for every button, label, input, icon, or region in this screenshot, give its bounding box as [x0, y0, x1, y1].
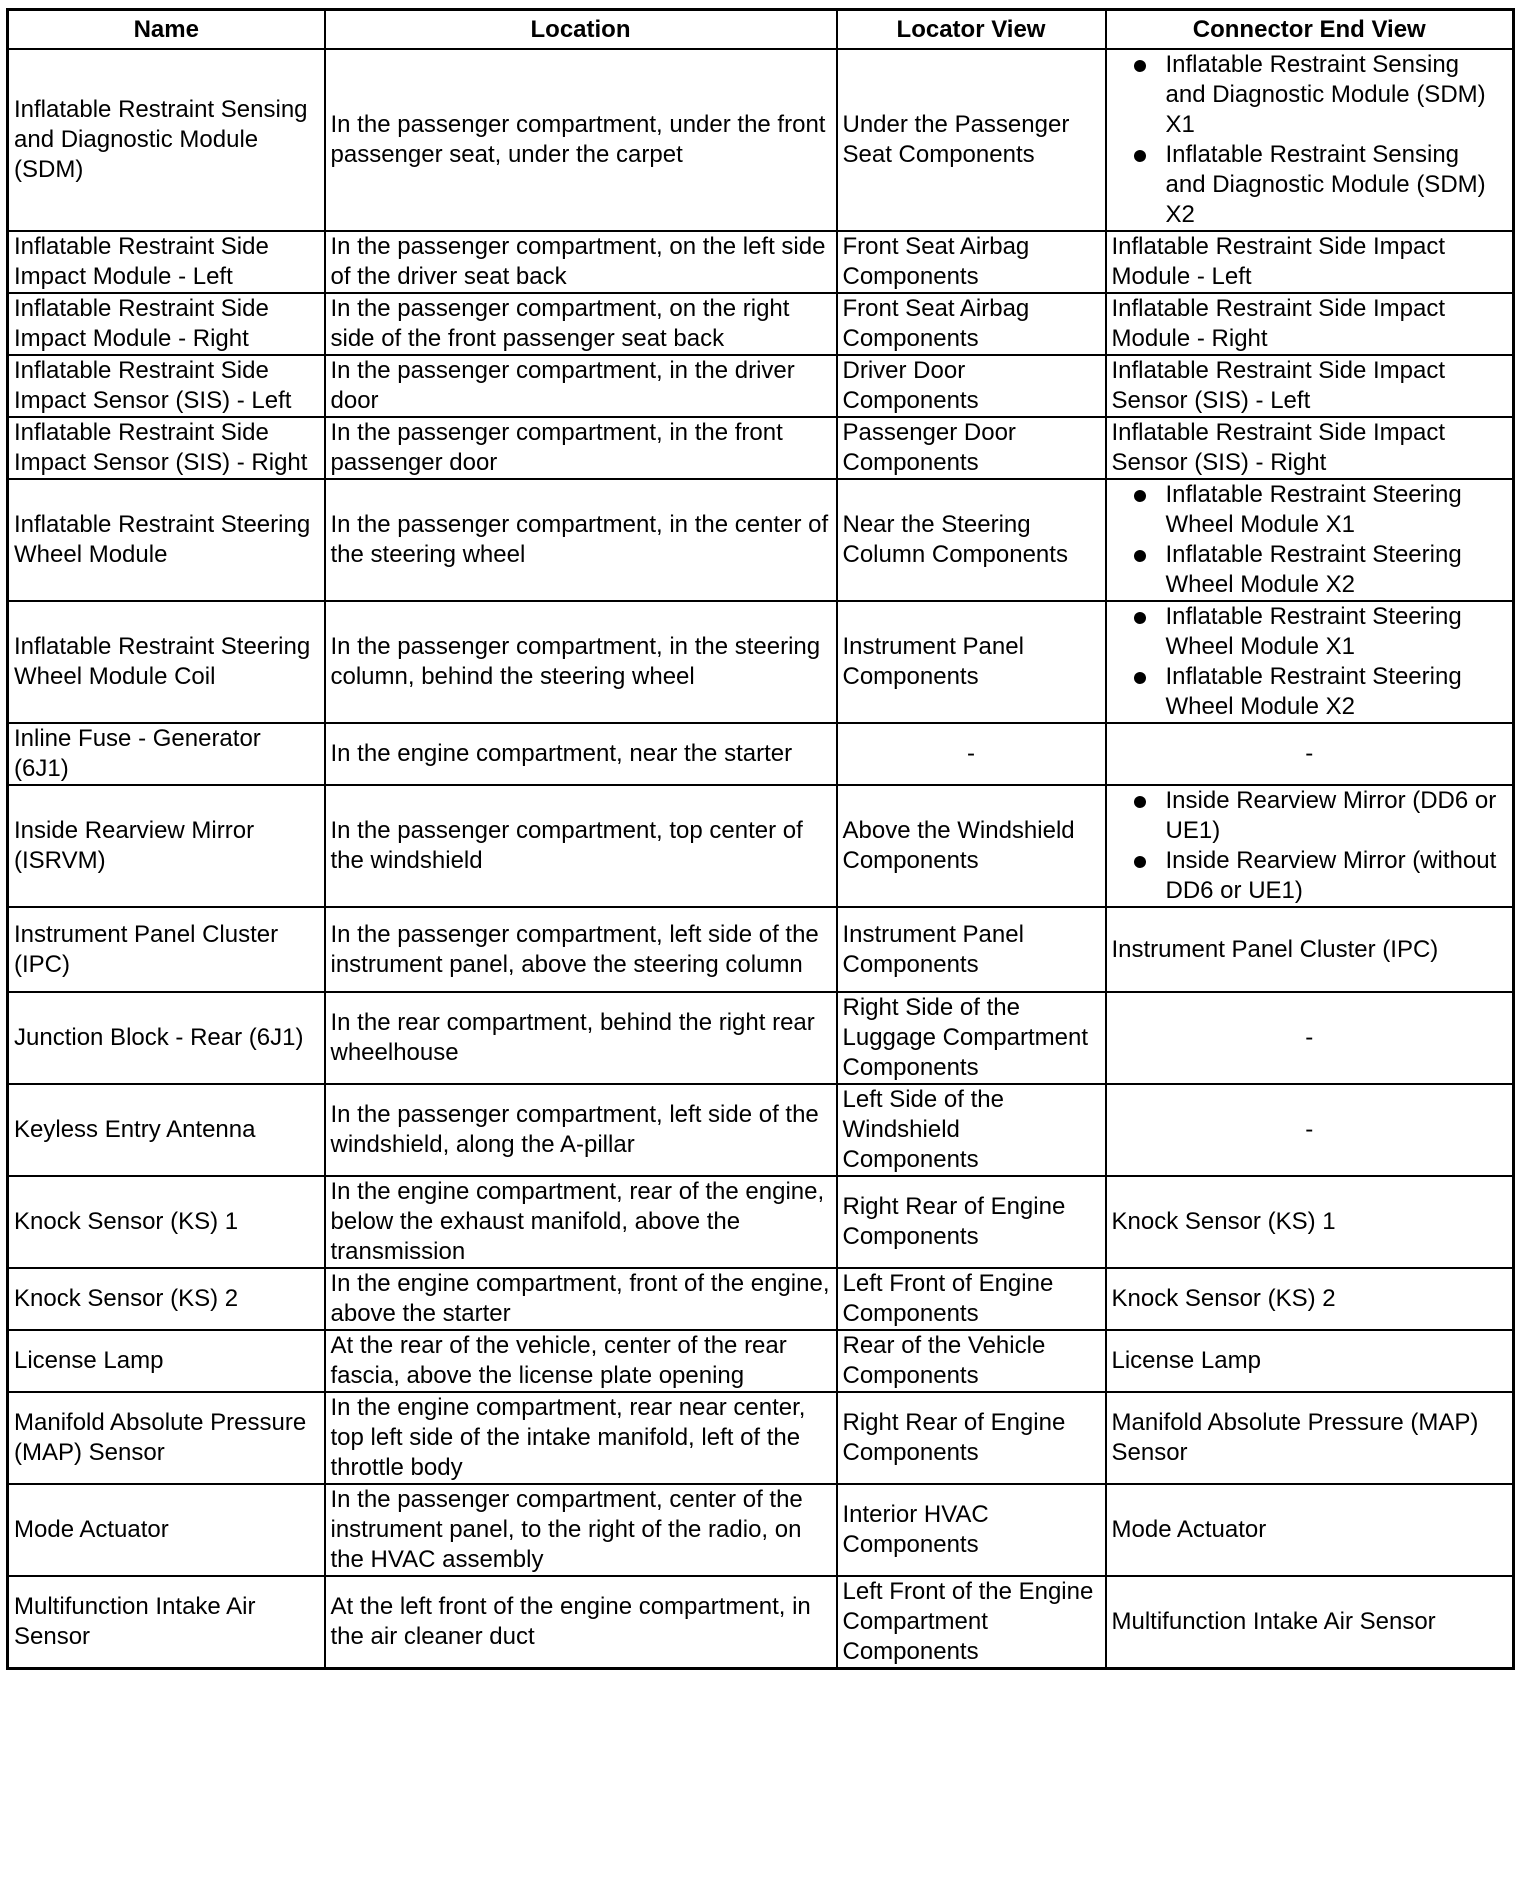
- name-cell: Multifunction Intake Air Sensor: [8, 1576, 325, 1669]
- name-cell: Inflatable Restraint Side Impact Module - Right: [8, 293, 325, 355]
- location-cell: In the passenger compartment, left side of the instrument panel, above the steering column: [325, 907, 837, 992]
- table-row: [8, 601, 1514, 723]
- locator-view-cell: Left Front of Engine Components: [837, 1268, 1106, 1330]
- name-cell: Inflatable Restraint Steering Wheel Module Coil: [8, 601, 325, 723]
- locator-view-cell: Front Seat Airbag Components: [837, 293, 1106, 355]
- header-name: Name: [8, 10, 325, 50]
- table-row: [8, 1330, 1514, 1392]
- locator-view-cell: Above the Windshield Components: [837, 785, 1106, 907]
- name-cell: Inside Rearview Mirror (ISRVM): [8, 785, 325, 907]
- connector-bullet-item: Inside Rearview Mirror (DD6 or UE1): [1112, 786, 1508, 846]
- table-row: [8, 417, 1514, 479]
- location-cell: In the passenger compartment, center of the instrument panel, to the right of the radio, on the HVAC assembly: [325, 1484, 837, 1576]
- locator-view-cell: Passenger Door Components: [837, 417, 1106, 479]
- location-cell: At the left front of the engine compartment, in the air cleaner duct: [325, 1576, 837, 1669]
- location-cell: In the passenger compartment, left side of the windshield, along the A-pillar: [325, 1084, 837, 1176]
- connector-end-view-cell: -: [1106, 992, 1514, 1084]
- table-row: [8, 355, 1514, 417]
- name-cell: Inline Fuse - Generator (6J1): [8, 723, 325, 785]
- connector-end-view-cell: Inflatable Restraint Side Impact Module - Right: [1106, 293, 1514, 355]
- locator-view-cell: Driver Door Components: [837, 355, 1106, 417]
- table-row: [8, 231, 1514, 293]
- locator-view-cell: Near the Steering Column Components: [837, 479, 1106, 601]
- locator-view-cell: Front Seat Airbag Components: [837, 231, 1106, 293]
- connector-end-view-cell: [1106, 785, 1514, 907]
- header-row: [8, 10, 1514, 50]
- name-cell: Inflatable Restraint Steering Wheel Module: [8, 479, 325, 601]
- locator-view-cell: Instrument Panel Components: [837, 907, 1106, 992]
- name-cell: Knock Sensor (KS) 2: [8, 1268, 325, 1330]
- location-cell: In the engine compartment, rear near center, top left side of the intake manifold, left of the throttle body: [325, 1392, 837, 1484]
- location-cell: In the passenger compartment, in the driver door: [325, 355, 837, 417]
- location-cell: In the passenger compartment, in the front passenger door: [325, 417, 837, 479]
- connector-bullet-item: Inflatable Restraint Sensing and Diagnostic Module (SDM) X1: [1112, 50, 1508, 140]
- table-row: [8, 1084, 1514, 1176]
- locator-view-cell: Under the Passenger Seat Components: [837, 49, 1106, 231]
- location-cell: In the rear compartment, behind the right rear wheelhouse: [325, 992, 837, 1084]
- component-locator-table: [6, 8, 1515, 1670]
- locator-view-cell: -: [837, 723, 1106, 785]
- connector-bullet-item: Inflatable Restraint Steering Wheel Module X1: [1112, 480, 1508, 540]
- header-connector-end-view: Connector End View: [1106, 10, 1514, 50]
- table-row: [8, 723, 1514, 785]
- locator-view-cell: Right Rear of Engine Components: [837, 1392, 1106, 1484]
- name-cell: Inflatable Restraint Side Impact Sensor (SIS) - Right: [8, 417, 325, 479]
- header-location: Location: [325, 10, 837, 50]
- name-cell: Knock Sensor (KS) 1: [8, 1176, 325, 1268]
- locator-view-cell: Instrument Panel Components: [837, 601, 1106, 723]
- locator-view-cell: Interior HVAC Components: [837, 1484, 1106, 1576]
- name-cell: Inflatable Restraint Side Impact Sensor (SIS) - Left: [8, 355, 325, 417]
- locator-view-cell: Rear of the Vehicle Components: [837, 1330, 1106, 1392]
- name-cell: Instrument Panel Cluster (IPC): [8, 907, 325, 992]
- table-row: [8, 1268, 1514, 1330]
- connector-bullet-list: [1112, 602, 1508, 722]
- location-cell: In the passenger compartment, on the left side of the driver seat back: [325, 231, 837, 293]
- connector-end-view-cell: [1106, 601, 1514, 723]
- table-body: [8, 49, 1514, 1669]
- connector-bullet-item: Inflatable Restraint Steering Wheel Module X2: [1112, 662, 1508, 722]
- locator-view-cell: Left Front of the Engine Compartment Components: [837, 1576, 1106, 1669]
- connector-bullet-item: Inflatable Restraint Sensing and Diagnostic Module (SDM) X2: [1112, 140, 1508, 230]
- name-cell: Inflatable Restraint Side Impact Module - Left: [8, 231, 325, 293]
- connector-end-view-cell: Knock Sensor (KS) 2: [1106, 1268, 1514, 1330]
- location-cell: In the passenger compartment, top center of the windshield: [325, 785, 837, 907]
- connector-end-view-cell: License Lamp: [1106, 1330, 1514, 1392]
- connector-end-view-cell: Mode Actuator: [1106, 1484, 1514, 1576]
- connector-end-view-cell: [1106, 49, 1514, 231]
- location-cell: In the passenger compartment, on the right side of the front passenger seat back: [325, 293, 837, 355]
- connector-end-view-cell: -: [1106, 723, 1514, 785]
- connector-bullet-item: Inflatable Restraint Steering Wheel Module X2: [1112, 540, 1508, 600]
- connector-end-view-cell: Multifunction Intake Air Sensor: [1106, 1576, 1514, 1669]
- table-row: [8, 1484, 1514, 1576]
- locator-view-cell: Left Side of the Windshield Components: [837, 1084, 1106, 1176]
- table-row: [8, 293, 1514, 355]
- table-row: [8, 49, 1514, 231]
- connector-bullet-list: [1112, 480, 1508, 600]
- name-cell: Keyless Entry Antenna: [8, 1084, 325, 1176]
- location-cell: In the engine compartment, rear of the engine, below the exhaust manifold, above the transmission: [325, 1176, 837, 1268]
- name-cell: License Lamp: [8, 1330, 325, 1392]
- connector-end-view-cell: -: [1106, 1084, 1514, 1176]
- name-cell: Inflatable Restraint Sensing and Diagnostic Module (SDM): [8, 49, 325, 231]
- connector-end-view-cell: Instrument Panel Cluster (IPC): [1106, 907, 1514, 992]
- location-cell: In the engine compartment, near the starter: [325, 723, 837, 785]
- name-cell: Junction Block - Rear (6J1): [8, 992, 325, 1084]
- connector-end-view-cell: Manifold Absolute Pressure (MAP) Sensor: [1106, 1392, 1514, 1484]
- name-cell: Manifold Absolute Pressure (MAP) Sensor: [8, 1392, 325, 1484]
- table-header: [8, 10, 1514, 50]
- table-row: [8, 785, 1514, 907]
- connector-bullet-item: Inflatable Restraint Steering Wheel Module X1: [1112, 602, 1508, 662]
- name-cell: Mode Actuator: [8, 1484, 325, 1576]
- header-locator-view: Locator View: [837, 10, 1106, 50]
- connector-end-view-cell: Inflatable Restraint Side Impact Module - Left: [1106, 231, 1514, 293]
- connector-end-view-cell: Inflatable Restraint Side Impact Sensor (SIS) - Right: [1106, 417, 1514, 479]
- table-row: [8, 1176, 1514, 1268]
- connector-bullet-list: [1112, 50, 1508, 230]
- location-cell: In the passenger compartment, under the front passenger seat, under the carpet: [325, 49, 837, 231]
- location-cell: At the rear of the vehicle, center of the rear fascia, above the license plate opening: [325, 1330, 837, 1392]
- connector-bullet-list: [1112, 786, 1508, 906]
- connector-bullet-item: Inside Rearview Mirror (without DD6 or UE1): [1112, 846, 1508, 906]
- table-row: [8, 907, 1514, 992]
- table-row: [8, 992, 1514, 1084]
- component-locator-table-container: [6, 8, 1512, 1670]
- connector-end-view-cell: Inflatable Restraint Side Impact Sensor (SIS) - Left: [1106, 355, 1514, 417]
- connector-end-view-cell: Knock Sensor (KS) 1: [1106, 1176, 1514, 1268]
- location-cell: In the passenger compartment, in the center of the steering wheel: [325, 479, 837, 601]
- locator-view-cell: Right Rear of Engine Components: [837, 1176, 1106, 1268]
- table-row: [8, 1392, 1514, 1484]
- location-cell: In the passenger compartment, in the steering column, behind the steering wheel: [325, 601, 837, 723]
- table-row: [8, 1576, 1514, 1669]
- connector-end-view-cell: [1106, 479, 1514, 601]
- table-row: [8, 479, 1514, 601]
- locator-view-cell: Right Side of the Luggage Compartment Components: [837, 992, 1106, 1084]
- location-cell: In the engine compartment, front of the engine, above the starter: [325, 1268, 837, 1330]
